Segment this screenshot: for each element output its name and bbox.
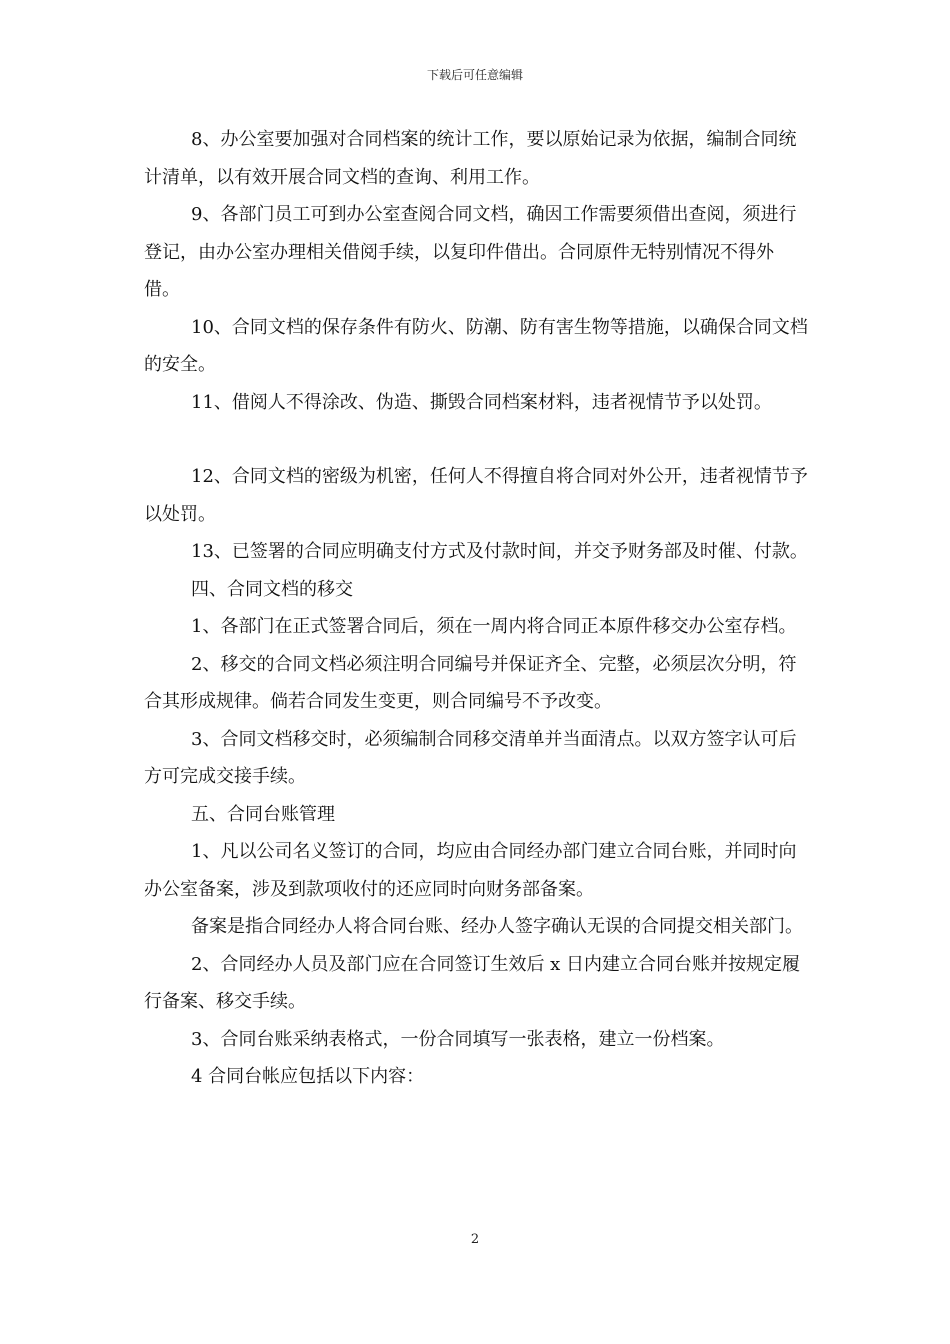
paragraph-9: 9、各部门员工可到办公室查阅合同文档，确因工作需要须借出查阅，须进行登记，由办公室办理相关借阅手续，以复印件借出。合同原件无特别情况不得外借。 (144, 204, 797, 300)
page-header: 下载后可任意编辑 (426, 68, 523, 82)
section-heading-4: 四、合同文档的移交 (191, 578, 353, 600)
paragraph-5-4: 4 合同台帐应包括以下内容： (191, 1066, 425, 1087)
paragraph-4-3: 3、合同文档移交时，必须编制合同移交清单并当面清点。以双方签字认可后方可完成交接手续。 (144, 728, 797, 787)
paragraph-4-1: 1、各部门在正式签署合同后，须在一周内将合同正本原件移交办公室存档。 (191, 616, 797, 637)
paragraph-5-1: 1、凡以公司名义签订的合同，均应由合同经办部门建立合同台账，并同时向办公室备案，涉及到款项收付的还应同时向财务部备案。 (144, 841, 797, 900)
paragraph-8: 8、办公室要加强对合同档案的统计工作，要以原始记录为依据，编制合同统计清单，以有效开展合同文档的查询、利用工作。 (144, 129, 797, 188)
document-body (144, 121, 809, 1096)
paragraph-5-2: 2、合同经办人员及部门应在合同签订生效后 x 日内建立合同台账并按规定履行备案、移交手续。 (144, 953, 801, 1012)
paragraph-5-note: 备案是指合同经办人将合同台账、经办人签字确认无误的合同提交相关部门。 (191, 916, 803, 937)
paragraph-11: 11、借阅人不得涂改、伪造、撕毁合同档案材料，违者视情节予以处罚。 (191, 391, 772, 413)
section-heading-5: 五、合同台账管理 (191, 803, 335, 825)
paragraph-5-3: 3、合同台账采纳表格式，一份合同填写一张表格，建立一份档案。 (191, 1028, 725, 1050)
paragraph-13: 13、已签署的合同应明确支付方式及付款时间，并交予财务部及时催、付款。 (191, 541, 808, 562)
paragraph-10: 10、合同文档的保存条件有防火、防潮、防有害生物等措施，以确保合同文档的安全。 (144, 316, 808, 375)
paragraph-12: 12、合同文档的密级为机密，任何人不得擅自将合同对外公开，违者视情节予以处罚。 (144, 466, 808, 525)
paragraph-4-2: 2、移交的合同文档必须注明合同编号并保证齐全、完整，必须层次分明，符合其形成规律。倘若合同发生变更，则合同编号不予改变。 (144, 653, 797, 712)
page-number: 2 (470, 1232, 480, 1247)
